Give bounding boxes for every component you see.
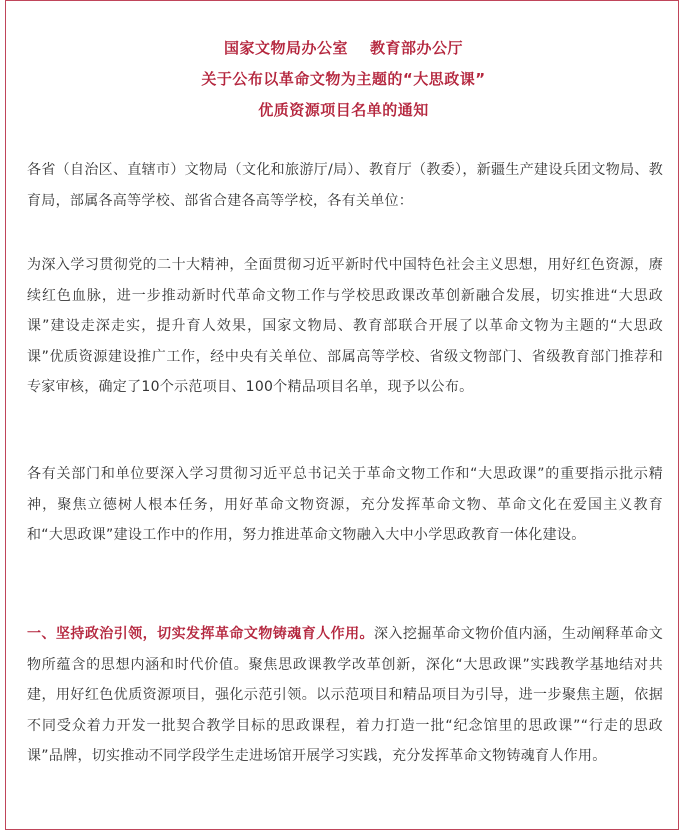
issuer-education: 教育部办公厅 (370, 39, 464, 57)
requirement-paragraph: 各有关部门和单位要深入学习贯彻习近平总书记关于革命文物工作和“大思政课”的重要指示批示精神，聚焦立德树人根本任务，用好革命文物资源，充分发挥革命文物、革命文化在爱国主义教育和“大思政课”建设工作中的作用，努力推进革命文物融入大中小学思政教育一体化建设。 (27, 466, 663, 543)
issuer-cultural-heritage: 国家文物局办公室 (223, 39, 348, 57)
intro-paragraph: 为深入学习贯彻党的二十大精神，全面贯彻习近平新时代中国特色社会主义思想，用好红色资源，赓续红色血脉，进一步推动新时代革命文物工作与学校思政课改革创新融合发展，切实推进“大思政课”建设走深走实，提升育人效果，国家文物局、教育部联合开展了以革命文物为主题的“大思政课”优质资源建设推广工作，经中央有关单位、部属高等学校、省级文物部门、省级教育部门推荐和专家审核，确定了10个示范项目、100个精品项目名单，现予以公布。 (27, 257, 663, 395)
section-one-body: 深入挖掘革命文物价值内涵，生动阐释革命文物所蕴含的思想内涵和时代价值。聚焦思政课教学改革创新，深化“大思政课”实践教学基地结对共建，用好红色优质资源项目，强化示范引领。以示范项目和精品项目为引导，进一步聚焦主题，依据不同受众着力开发一批契合教学目标的思政课程，着力打造一批“纪念馆里的思政课”“行走的思政课”品牌，切实推动不同学段学生走进场馆开展学习实践，充分发挥革命文物铸魂育人作用。 (27, 626, 664, 764)
section-one-paragraph (27, 619, 663, 772)
notice-title-line: 关于公布以革命文物为主题的“大思政课” (201, 70, 486, 88)
notice-title-issuers (0, 37, 687, 59)
notice-title-subline: 优质资源项目名单的通知 (258, 101, 429, 119)
addressees-paragraph: 各省（自治区、直辖市）文物局（文化和旅游厅/局）、教育厅（教委），新疆生产建设兵团文物局、教育局，部属各高等学校、部省合建各高等学校，各有关单位： (27, 162, 663, 209)
section-one-heading: 一、坚持政治引领，切实发挥革命文物铸魂育人作用。 (27, 626, 374, 642)
